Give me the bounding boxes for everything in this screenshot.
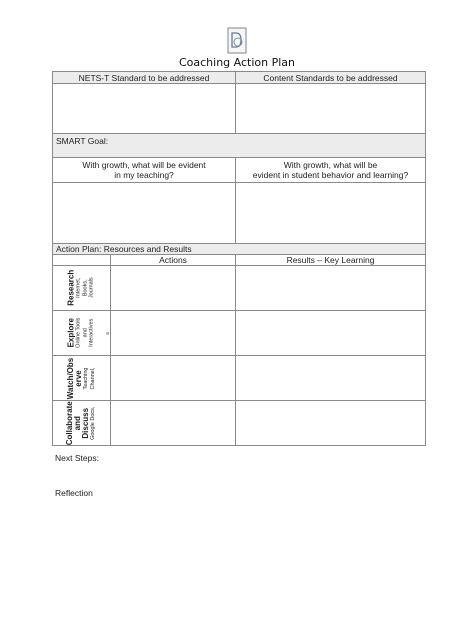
research-actions-cell[interactable] xyxy=(111,266,236,311)
standards-header-row xyxy=(53,72,426,84)
action-columns-row xyxy=(53,255,426,266)
explore-sub-2: and xyxy=(82,328,89,338)
action-plan-header-row xyxy=(53,244,426,255)
collaborate-sub-1: Google Docs, xyxy=(90,406,97,440)
row-label-research xyxy=(53,266,111,311)
row-label-watch-observe xyxy=(53,356,111,401)
explore-sub-3: Interactives xyxy=(88,318,95,348)
action-plan-header: Action Plan: Resources and Results xyxy=(53,244,426,255)
content-standards-header: Content Standards to be addressed xyxy=(236,72,426,84)
research-results-cell[interactable] xyxy=(236,266,426,311)
explore-title: Explore xyxy=(66,318,76,348)
research-sub-1: Internet, xyxy=(75,277,82,299)
explore-overflow-mark: e xyxy=(106,331,109,338)
action-row-watch-observe xyxy=(53,356,426,401)
nets-standard-header: NETS-T Standard to be addressed xyxy=(53,72,236,84)
watch-sub-2: Channel, xyxy=(89,366,96,390)
growth-input-row xyxy=(53,183,426,244)
smart-goal-row xyxy=(53,134,426,158)
row-label-header-blank xyxy=(53,255,111,266)
explore-results-cell[interactable] xyxy=(236,311,426,356)
coaching-plan-table xyxy=(52,71,426,446)
growth-teaching-line1: With growth, what will be evident xyxy=(82,160,206,170)
actions-header: Actions xyxy=(111,255,236,266)
growth-student-line1: With growth, what will be xyxy=(283,160,378,170)
growth-student-line2: evident in student behavior and learning? xyxy=(252,170,409,180)
explore-actions-cell[interactable] xyxy=(111,311,236,356)
growth-student-cell[interactable] xyxy=(236,183,426,244)
growth-teaching-line2: in my teaching? xyxy=(114,170,174,180)
document-logo-icon xyxy=(227,27,247,54)
reflection-label: Reflection xyxy=(55,488,93,498)
growth-teaching-header xyxy=(53,158,236,183)
standards-input-row xyxy=(53,84,426,134)
collaborate-title-3: Discuss xyxy=(81,407,91,439)
explore-sub-1: Online Tools xyxy=(75,317,82,349)
results-header: Results – Key Learning xyxy=(236,255,426,266)
content-standards-cell[interactable] xyxy=(236,84,426,134)
collaborate-title-2: and xyxy=(73,415,83,431)
collaborate-actions-cell[interactable] xyxy=(111,401,236,446)
smart-goal-cell[interactable] xyxy=(53,134,426,158)
page-title: Coaching Action Plan xyxy=(178,56,296,69)
smart-goal-label: SMART Goal: xyxy=(56,136,109,146)
action-row-collaborate xyxy=(53,401,426,446)
watch-sub-1: Teaching xyxy=(82,366,89,390)
watch-results-cell[interactable] xyxy=(236,356,426,401)
collaborate-title: Collaborate xyxy=(65,400,75,446)
growth-student-header xyxy=(236,158,426,183)
watch-title-2: erve xyxy=(73,369,83,387)
action-row-research xyxy=(53,266,426,311)
next-steps-label: Next Steps: xyxy=(55,453,99,463)
research-title: Research xyxy=(66,269,76,307)
row-label-explore xyxy=(53,311,111,356)
watch-title: Watch/Obs xyxy=(65,357,75,399)
watch-actions-cell[interactable] xyxy=(111,356,236,401)
collaborate-results-cell[interactable] xyxy=(236,401,426,446)
row-label-collaborate xyxy=(53,401,111,446)
action-row-explore xyxy=(53,311,426,356)
nets-standard-cell[interactable] xyxy=(53,84,236,134)
growth-teaching-cell[interactable] xyxy=(53,183,236,244)
research-sub-2: Books, xyxy=(82,279,89,297)
growth-header-row xyxy=(53,158,426,183)
research-sub-3: Journals xyxy=(88,277,95,299)
